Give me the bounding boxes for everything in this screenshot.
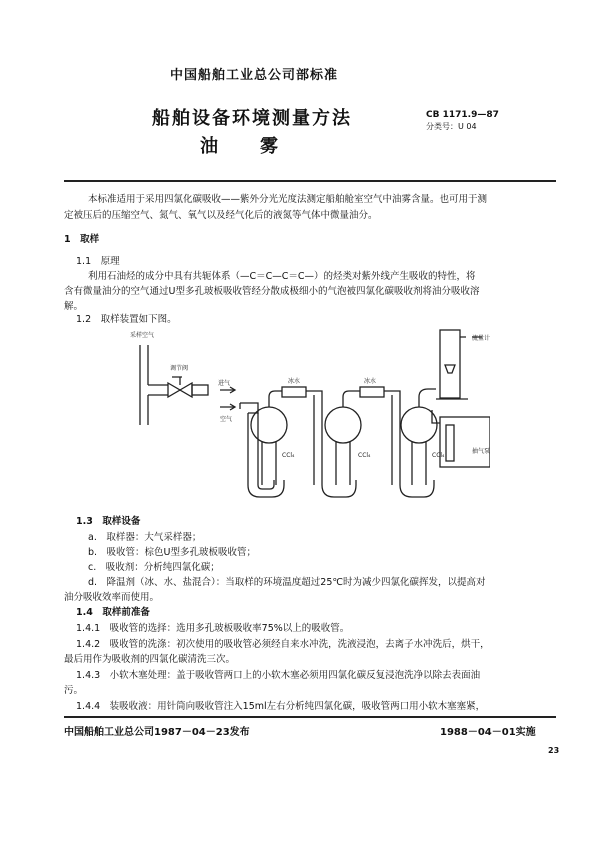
header-divider bbox=[64, 180, 556, 182]
label-valve: 调节阀 bbox=[170, 365, 189, 372]
prep-item-3-line-1: 1.4.3 小软木塞处理：盖于吸收管两口上的小软木塞必须用四氯化碳反复浸泡洗净以除去表面油 bbox=[76, 670, 481, 681]
equipment-item-c: c. 吸收剂：分析纯四氯化碳； bbox=[88, 562, 220, 573]
label-air: 空气 bbox=[220, 416, 233, 423]
prep-item-2-line-2: 最后用作为吸收剂的四氯化碳清洗三次。 bbox=[64, 654, 236, 665]
equipment-item-b: b. 吸收管：棕色U型多孔玻板吸收管； bbox=[88, 547, 257, 558]
issuing-organization: 中国船舶工业总公司部标准 bbox=[170, 68, 339, 83]
footer-divider bbox=[64, 716, 556, 718]
sampling-apparatus-diagram bbox=[110, 325, 490, 505]
equipment-item-a: a. 取样器：大气采样器； bbox=[88, 532, 202, 543]
document-title: 船舶设备环境测量方法 bbox=[152, 108, 352, 129]
page-number: 23 bbox=[548, 746, 560, 755]
effective-date: 1988－04－01实施 bbox=[440, 727, 536, 738]
prep-item-1: 1.4.1 吸收管的选择：选用多孔玻板吸收率75%以上的吸收管。 bbox=[76, 623, 350, 634]
equipment-item-d-line-2: 油分吸收效率而使用。 bbox=[64, 592, 160, 603]
principle-line-3: 解。 bbox=[64, 301, 84, 312]
intro-line-1: 本标准适用于采用四氯化碳吸收——紫外分光光度法测定船舶舱室空气中油雾含量。也可用于测 bbox=[88, 194, 488, 205]
principle-line-2: 含有微量油分的空气通过U型多孔玻板吸收管经分散成极细小的气泡被四氯化碳吸收剂将油分吸收溶 bbox=[64, 286, 480, 297]
label-pump: 抽气泵 bbox=[472, 448, 490, 455]
label-ccl4-2: CCl₄ bbox=[358, 452, 371, 459]
classification-code: 分类号：U 04 bbox=[426, 122, 477, 131]
label-ccl4-3: CCl₄ bbox=[432, 452, 445, 459]
section-1-3-heading: 1.3 取样设备 bbox=[76, 516, 141, 527]
section-1-1-heading: 1.1 原理 bbox=[76, 256, 120, 267]
principle-line-1: 利用石油烃的成分中具有共轭体系（—C＝C—C＝C—）的烃类对紫外线产生吸收的特性，将 bbox=[88, 271, 476, 282]
label-ice-water-1: 冰水 bbox=[288, 378, 301, 385]
section-1-4-heading: 1.4 取样前准备 bbox=[76, 607, 150, 618]
prep-item-3-line-2: 污。 bbox=[64, 685, 84, 696]
prep-item-4: 1.4.4 装吸收液：用针筒向吸收管注入15ml左右分析纯四氯化碳，吸收管两口用小软木塞塞紧， bbox=[76, 701, 486, 712]
label-sample-inlet: 采样空气 bbox=[130, 332, 155, 339]
label-inlet-arrow: 进气 bbox=[218, 380, 231, 387]
label-ice-water-2: 冰水 bbox=[364, 378, 377, 385]
prep-item-2-line-1: 1.4.2 吸收管的洗涤：初次使用的吸收管必须经自来水冲洗，洗液浸泡，去离子水冲洗后，烘干， bbox=[76, 639, 490, 650]
document-subtitle: 油 雾 bbox=[200, 136, 280, 157]
equipment-item-d-line-1: d. 降温剂（冰、水、盐混合）：当取样的环境温度超过25℃时为减少四氯化碳挥发，以提高对 bbox=[88, 577, 486, 588]
intro-line-2: 定被压后的压缩空气、氮气、氧气以及经气化后的液氮等气体中微量油分。 bbox=[64, 210, 378, 221]
issue-date: 中国船舶工业总公司1987－04－23发布 bbox=[64, 727, 250, 738]
label-ccl4-1: CCl₄ bbox=[282, 452, 295, 459]
section-1-2-heading: 1.2 取样装置如下图。 bbox=[76, 314, 177, 325]
standard-code: CB 1171.9—87 bbox=[426, 110, 499, 120]
section-1-heading: 1 取样 bbox=[64, 234, 100, 245]
label-flowmeter: 流量计 bbox=[472, 335, 490, 342]
